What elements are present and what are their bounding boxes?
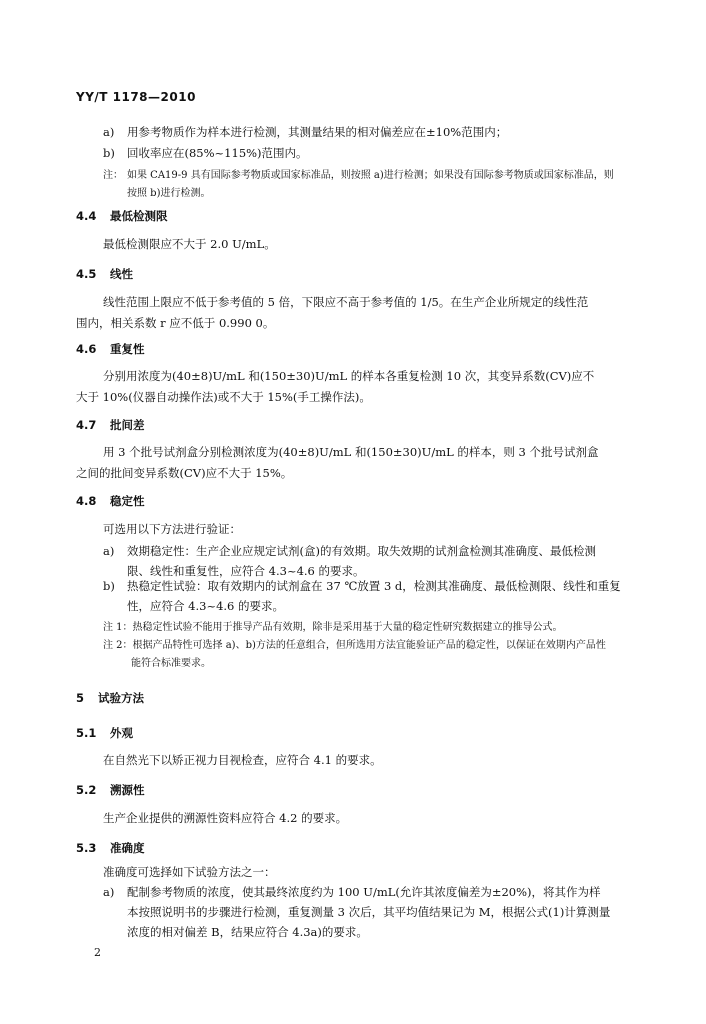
paragraph: 在自然光下以矫正视力目视检查，应符合 4.1 的要求。 bbox=[103, 753, 382, 767]
section-number: 4.7 bbox=[76, 418, 97, 432]
section-heading bbox=[76, 341, 145, 357]
note: 注 2：根据产品特性可选择 a)、b)方法的任意组合，但所选用方法宜能验证产品的稳定性，以保证在效期内产品性 bbox=[103, 640, 606, 651]
list-label: b) bbox=[103, 579, 115, 593]
list-item bbox=[103, 578, 621, 594]
section-number: 5.1 bbox=[76, 726, 97, 740]
paragraph: 生产企业提供的溯源性资料应符合 4.2 的要求。 bbox=[103, 811, 348, 825]
paragraph-line: 围内，相关系数 r 应不低于 0.990 0。 bbox=[76, 316, 275, 330]
paragraph: 最低检测限应不大于 2.0 U/mL。 bbox=[103, 237, 276, 251]
note bbox=[103, 166, 614, 181]
section-title: 批间差 bbox=[110, 418, 145, 432]
section-heading bbox=[76, 417, 145, 433]
section-heading bbox=[76, 782, 145, 798]
list-item bbox=[103, 124, 507, 140]
section-number: 4.6 bbox=[76, 342, 97, 356]
section-number: 4.8 bbox=[76, 494, 97, 508]
section-title: 重复性 bbox=[110, 342, 145, 356]
list-label: a) bbox=[103, 885, 115, 899]
list-label: a) bbox=[103, 125, 115, 139]
list-text: 效期稳定性：生产企业应规定试剂(盒)的有效期。取失效期的试剂盒检测其准确度、最低检测 bbox=[127, 544, 596, 558]
list-continuation: 浓度的相对偏差 B，结果应符合 4.3a)的要求。 bbox=[127, 925, 368, 939]
note: 注 1：热稳定性试验不能用于推导产品有效期，除非是采用基于大量的稳定性研究数据建立的推导公式。 bbox=[103, 622, 563, 633]
list-continuation: 本按照说明书的步骤进行检测，重复测量 3 次后，其平均值结果记为 M，根据公式(1)计算测量 bbox=[127, 905, 611, 919]
section-number: 5.3 bbox=[76, 841, 97, 855]
list-item bbox=[103, 884, 601, 900]
paragraph: 准确度可选择如下试验方法之一： bbox=[103, 865, 276, 879]
section-title: 稳定性 bbox=[110, 494, 145, 508]
section-number: 4.5 bbox=[76, 267, 97, 281]
note-continuation: 能符合标准要求。 bbox=[131, 658, 211, 669]
paragraph-line: 分别用浓度为(40±8)U/mL 和(150±30)U/mL 的样本各重复检测 10 次，其变异系数(CV)应不 bbox=[103, 369, 595, 383]
paragraph-line: 之间的批间变异系数(CV)应不大于 15%。 bbox=[76, 466, 293, 480]
list-item bbox=[103, 145, 308, 161]
note-text: 如果 CA19-9 具有国际参考物质或国家标准品，则按照 a)进行检测；如果没有国际参考物质或国家标准品，则 bbox=[127, 170, 614, 181]
section-title: 溯源性 bbox=[110, 783, 145, 797]
standard-id: YY/T 1178—2010 bbox=[76, 90, 196, 104]
list-item bbox=[103, 543, 596, 559]
section-heading bbox=[76, 725, 133, 741]
note-continuation: 按照 b)进行检测。 bbox=[127, 188, 211, 199]
paragraph-line: 大于 10%(仪器自动操作法)或不大于 15%(手工操作法)。 bbox=[76, 390, 371, 404]
list-label: b) bbox=[103, 146, 115, 160]
chapter-title: 试验方法 bbox=[98, 691, 144, 705]
section-heading bbox=[76, 208, 168, 224]
section-heading bbox=[76, 266, 133, 282]
section-number: 4.4 bbox=[76, 209, 97, 223]
chapter-number: 5 bbox=[76, 691, 85, 705]
chapter-heading bbox=[76, 690, 144, 706]
paragraph-line: 线性范围上限应不低于参考值的 5 倍，下限应不高于参考值的 1/5。在生产企业所规定的线性范 bbox=[103, 295, 589, 309]
paragraph: 可选用以下方法进行验证： bbox=[103, 522, 241, 536]
note-label: 注： bbox=[103, 170, 123, 181]
section-heading bbox=[76, 840, 145, 856]
section-number: 5.2 bbox=[76, 783, 97, 797]
section-title: 外观 bbox=[110, 726, 133, 740]
list-text: 配制参考物质的浓度，使其最终浓度约为 100 U/mL(允许其浓度偏差为±20%)，将其作为样 bbox=[127, 885, 601, 899]
section-title: 准确度 bbox=[110, 841, 145, 855]
paragraph-line: 用 3 个批号试剂盒分别检测浓度为(40±8)U/mL 和(150±30)U/mL 的样本，则 3 个批号试剂盒 bbox=[103, 445, 599, 459]
list-continuation: 性，应符合 4.3~4.6 的要求。 bbox=[127, 599, 285, 613]
section-title: 线性 bbox=[110, 267, 133, 281]
page-number: 2 bbox=[94, 946, 101, 959]
list-text: 用参考物质作为样本进行检测，其测量结果的相对偏差应在±10%范围内； bbox=[127, 125, 508, 139]
list-text: 回收率应在(85%~115%)范围内。 bbox=[127, 146, 308, 160]
section-heading bbox=[76, 493, 145, 509]
list-text: 热稳定性试验：取有效期内的试剂盒在 37 ℃放置 3 d，检测其准确度、最低检测限、线性和重复 bbox=[127, 579, 621, 593]
list-continuation: 限、线性和重复性，应符合 4.3~4.6 的要求。 bbox=[127, 564, 365, 578]
section-title: 最低检测限 bbox=[110, 209, 168, 223]
list-label: a) bbox=[103, 544, 115, 558]
